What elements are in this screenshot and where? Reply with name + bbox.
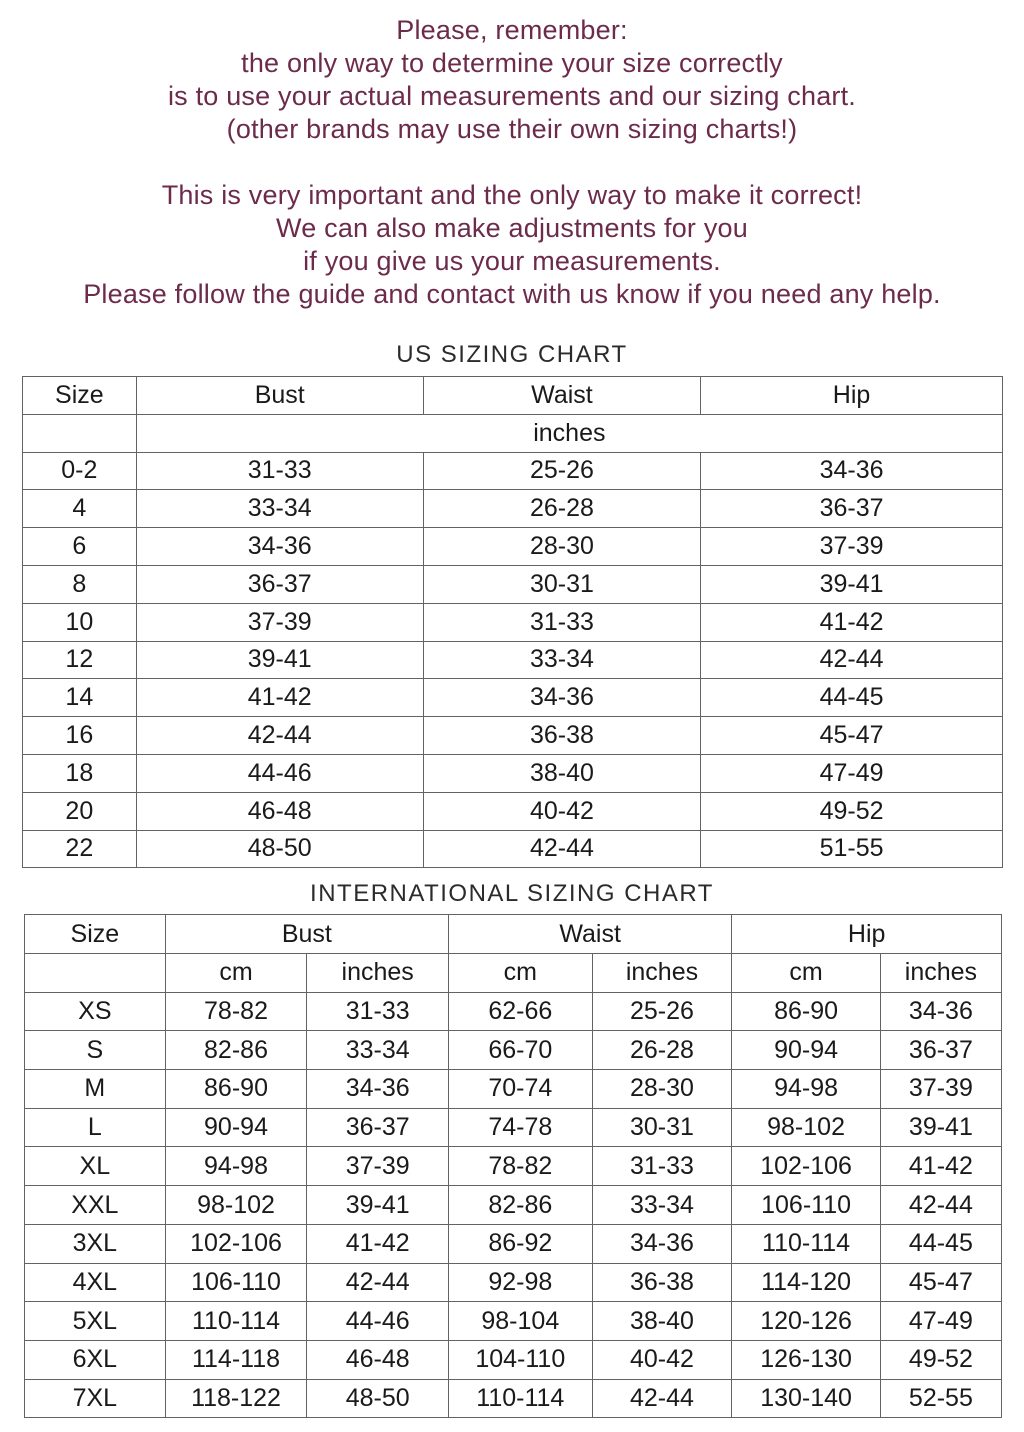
value-cell: 34-36 <box>423 679 700 717</box>
value-cell: 30-31 <box>423 565 700 603</box>
intro-line: Please follow the guide and contact with us know if you need any help. <box>83 279 941 309</box>
size-cell: 4XL <box>25 1263 166 1302</box>
value-cell: 38-40 <box>423 754 700 792</box>
size-cell: 12 <box>23 641 137 679</box>
value-cell: 52-55 <box>880 1379 1001 1418</box>
size-cell: XL <box>25 1147 166 1186</box>
column-header: Hip <box>732 915 1002 954</box>
size-cell: 3XL <box>25 1224 166 1263</box>
value-cell: 48-50 <box>136 830 423 868</box>
value-cell: 44-46 <box>307 1302 449 1341</box>
column-header: Bust <box>165 915 448 954</box>
value-cell: 41-42 <box>136 679 423 717</box>
value-cell: 106-110 <box>732 1186 881 1225</box>
empty-cell <box>25 954 166 993</box>
intro-line: (other brands may use their own sizing charts!) <box>226 114 798 144</box>
value-cell: 90-94 <box>165 1108 307 1147</box>
value-cell: 82-86 <box>165 1031 307 1070</box>
value-cell: 47-49 <box>880 1302 1001 1341</box>
size-cell: 16 <box>23 717 137 755</box>
value-cell: 40-42 <box>592 1340 732 1379</box>
unit-cell: inches <box>136 414 1002 452</box>
size-cell: L <box>25 1108 166 1147</box>
size-cell: 8 <box>23 565 137 603</box>
international-sizing-table <box>24 914 1002 1418</box>
table-row <box>25 1340 1002 1379</box>
value-cell: 110-114 <box>165 1302 307 1341</box>
unit-cell: inches <box>307 954 449 993</box>
value-cell: 114-118 <box>165 1340 307 1379</box>
value-cell: 34-36 <box>136 528 423 566</box>
value-cell: 70-74 <box>449 1070 593 1109</box>
column-header: Bust <box>136 377 423 415</box>
value-cell: 98-102 <box>165 1186 307 1225</box>
value-cell: 44-45 <box>701 679 1003 717</box>
unit-cell: cm <box>165 954 307 993</box>
value-cell: 41-42 <box>307 1224 449 1263</box>
value-cell: 74-78 <box>449 1108 593 1147</box>
value-cell: 86-92 <box>449 1224 593 1263</box>
value-cell: 33-34 <box>423 641 700 679</box>
value-cell: 31-33 <box>423 603 700 641</box>
unit-row <box>23 414 1003 452</box>
value-cell: 46-48 <box>136 792 423 830</box>
intro-blank-line <box>0 146 1024 179</box>
sub-header-row <box>25 954 1002 993</box>
value-cell: 34-36 <box>307 1070 449 1109</box>
size-cell: 20 <box>23 792 137 830</box>
us-sizing-table <box>22 376 1003 868</box>
value-cell: 33-34 <box>307 1031 449 1070</box>
value-cell: 118-122 <box>165 1379 307 1418</box>
value-cell: 46-48 <box>307 1340 449 1379</box>
value-cell: 86-90 <box>732 992 881 1031</box>
value-cell: 26-28 <box>592 1031 732 1070</box>
value-cell: 94-98 <box>165 1147 307 1186</box>
value-cell: 42-44 <box>307 1263 449 1302</box>
size-cell: 6 <box>23 528 137 566</box>
value-cell: 37-39 <box>307 1147 449 1186</box>
value-cell: 120-126 <box>732 1302 881 1341</box>
table-row <box>23 528 1003 566</box>
value-cell: 62-66 <box>449 992 593 1031</box>
size-cell: 7XL <box>25 1379 166 1418</box>
size-cell: M <box>25 1070 166 1109</box>
value-cell: 37-39 <box>701 528 1003 566</box>
value-cell: 28-30 <box>423 528 700 566</box>
column-header: Waist <box>449 915 732 954</box>
table-row <box>23 452 1003 490</box>
intro-line: This is very important and the only way to make it correct! <box>161 180 863 210</box>
table-row <box>25 1070 1002 1109</box>
value-cell: 38-40 <box>592 1302 732 1341</box>
table-row <box>25 1147 1002 1186</box>
intro-line: Please, remember: <box>396 15 628 45</box>
value-cell: 40-42 <box>423 792 700 830</box>
value-cell: 39-41 <box>307 1186 449 1225</box>
table-row <box>25 1263 1002 1302</box>
value-cell: 98-102 <box>732 1108 881 1147</box>
value-cell: 82-86 <box>449 1186 593 1225</box>
value-cell: 66-70 <box>449 1031 593 1070</box>
table-row <box>23 717 1003 755</box>
table-row <box>23 679 1003 717</box>
value-cell: 36-37 <box>701 490 1003 528</box>
size-cell: 4 <box>23 490 137 528</box>
value-cell: 47-49 <box>701 754 1003 792</box>
header-row <box>23 377 1003 415</box>
intro-text <box>0 0 1024 311</box>
value-cell: 39-41 <box>701 565 1003 603</box>
value-cell: 49-52 <box>701 792 1003 830</box>
value-cell: 33-34 <box>136 490 423 528</box>
table-row <box>25 992 1002 1031</box>
value-cell: 36-38 <box>423 717 700 755</box>
size-cell: 10 <box>23 603 137 641</box>
value-cell: 48-50 <box>307 1379 449 1418</box>
table-row <box>25 1379 1002 1418</box>
unit-cell: cm <box>449 954 593 993</box>
value-cell: 36-38 <box>592 1263 732 1302</box>
value-cell: 37-39 <box>136 603 423 641</box>
value-cell: 37-39 <box>880 1070 1001 1109</box>
value-cell: 39-41 <box>880 1108 1001 1147</box>
value-cell: 26-28 <box>423 490 700 528</box>
intro-line: if you give us your measurements. <box>303 246 721 276</box>
value-cell: 41-42 <box>880 1147 1001 1186</box>
value-cell: 36-37 <box>307 1108 449 1147</box>
size-cell: XS <box>25 992 166 1031</box>
table-row <box>25 1108 1002 1147</box>
value-cell: 36-37 <box>880 1031 1001 1070</box>
value-cell: 94-98 <box>732 1070 881 1109</box>
table-row <box>23 754 1003 792</box>
column-header: Waist <box>423 377 700 415</box>
table-row <box>23 792 1003 830</box>
value-cell: 25-26 <box>592 992 732 1031</box>
international-chart-title: INTERNATIONAL SIZING CHART <box>310 880 714 908</box>
size-cell: 14 <box>23 679 137 717</box>
size-cell: XXL <box>25 1186 166 1225</box>
value-cell: 102-106 <box>165 1224 307 1263</box>
table-row <box>23 641 1003 679</box>
table-row <box>23 565 1003 603</box>
value-cell: 102-106 <box>732 1147 881 1186</box>
size-cell: 18 <box>23 754 137 792</box>
value-cell: 51-55 <box>701 830 1003 868</box>
size-cell: 6XL <box>25 1340 166 1379</box>
empty-cell <box>23 414 137 452</box>
intro-line: is to use your actual measurements and our sizing chart. <box>167 81 857 111</box>
size-cell: S <box>25 1031 166 1070</box>
value-cell: 126-130 <box>732 1340 881 1379</box>
value-cell: 42-44 <box>136 717 423 755</box>
value-cell: 44-46 <box>136 754 423 792</box>
value-cell: 110-114 <box>732 1224 881 1263</box>
size-cell: 5XL <box>25 1302 166 1341</box>
size-cell: 22 <box>23 830 137 868</box>
value-cell: 34-36 <box>880 992 1001 1031</box>
value-cell: 110-114 <box>449 1379 593 1418</box>
value-cell: 42-44 <box>592 1379 732 1418</box>
intro-line: the only way to determine your size correctly <box>241 48 783 78</box>
value-cell: 41-42 <box>701 603 1003 641</box>
value-cell: 78-82 <box>165 992 307 1031</box>
value-cell: 106-110 <box>165 1263 307 1302</box>
value-cell: 31-33 <box>307 992 449 1031</box>
table-row <box>25 1031 1002 1070</box>
value-cell: 114-120 <box>732 1263 881 1302</box>
table-row <box>23 830 1003 868</box>
header-row <box>25 915 1002 954</box>
value-cell: 98-104 <box>449 1302 593 1341</box>
value-cell: 86-90 <box>165 1070 307 1109</box>
value-cell: 36-37 <box>136 565 423 603</box>
value-cell: 90-94 <box>732 1031 881 1070</box>
value-cell: 78-82 <box>449 1147 593 1186</box>
value-cell: 28-30 <box>592 1070 732 1109</box>
unit-cell: inches <box>592 954 732 993</box>
value-cell: 130-140 <box>732 1379 881 1418</box>
value-cell: 92-98 <box>449 1263 593 1302</box>
column-header: Size <box>25 915 166 954</box>
value-cell: 44-45 <box>880 1224 1001 1263</box>
value-cell: 45-47 <box>880 1263 1001 1302</box>
value-cell: 34-36 <box>701 452 1003 490</box>
table-row <box>23 490 1003 528</box>
column-header: Hip <box>701 377 1003 415</box>
intro-line: We can also make adjustments for you <box>276 213 748 243</box>
unit-cell: cm <box>732 954 881 993</box>
value-cell: 49-52 <box>880 1340 1001 1379</box>
value-cell: 42-44 <box>423 830 700 868</box>
value-cell: 25-26 <box>423 452 700 490</box>
value-cell: 31-33 <box>592 1147 732 1186</box>
value-cell: 33-34 <box>592 1186 732 1225</box>
table-row <box>25 1302 1002 1341</box>
value-cell: 42-44 <box>880 1186 1001 1225</box>
value-cell: 42-44 <box>701 641 1003 679</box>
table-row <box>25 1186 1002 1225</box>
value-cell: 39-41 <box>136 641 423 679</box>
value-cell: 45-47 <box>701 717 1003 755</box>
us-chart-title: US SIZING CHART <box>396 341 628 368</box>
size-cell: 0-2 <box>23 452 137 490</box>
table-row <box>23 603 1003 641</box>
value-cell: 31-33 <box>136 452 423 490</box>
unit-cell: inches <box>880 954 1001 993</box>
value-cell: 104-110 <box>449 1340 593 1379</box>
value-cell: 30-31 <box>592 1108 732 1147</box>
value-cell: 34-36 <box>592 1224 732 1263</box>
column-header: Size <box>23 377 137 415</box>
table-row <box>25 1224 1002 1263</box>
